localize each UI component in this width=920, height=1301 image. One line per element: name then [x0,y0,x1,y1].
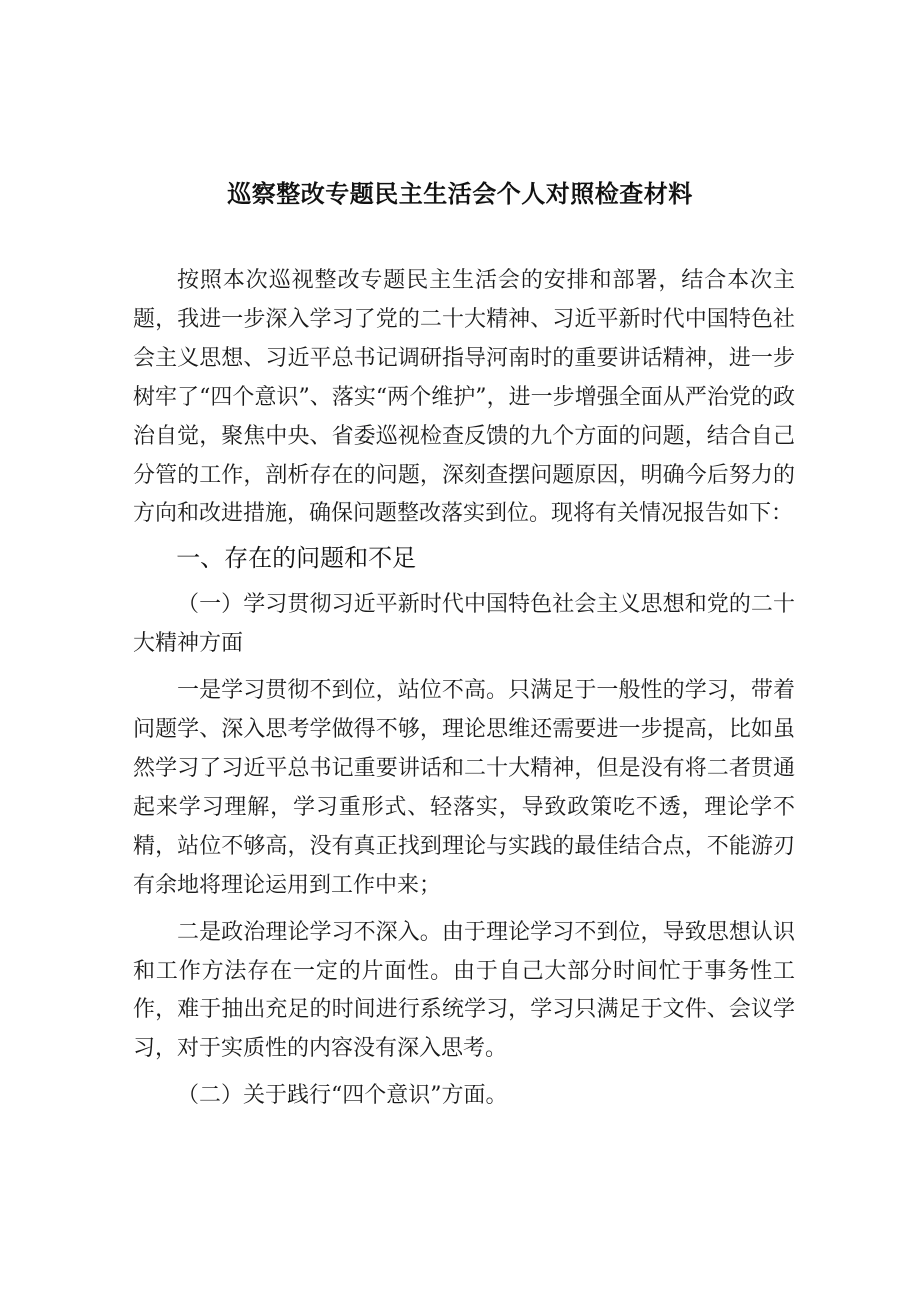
body-paragraph: 一是学习贯彻不到位，站位不高。只满足于一般性的学习，带着问题学、深入思考学做得不够，理论思维还需要进一步提高，比如虽然学习了习近平总书记重要讲话和二十大精神，但是没有将二者贯通起来学习理解，学习重形式、轻落实，导致政策吃不透，理论学不精，站位不够高，没有真正找到理论与实践的最佳结合点，不能游刃有余地将理论运用到工作中来； [133,678,795,898]
section-heading: 一、存在的问题和不足 [176,544,417,573]
intro-paragraph: 按照本次巡视整改专题民主生活会的安排和部署，结合本次主题，我进一步深入学习了党的二十大精神、习近平新时代中国特色社会主义思想、习近平总书记调研指导河南时的重要讲话精神，进一步树牢了“四个意识”、落实“两个维护”，进一步增强全面从严治党的政治自觉，聚焦中央、省委巡视检查反馈的九个方面的问题，结合自己分管的工作，剖析存在的问题，深刻查摆问题原因，明确今后努力的方向和改进措施，确保问题整改落实到位。现将有关情况报告如下： [133,268,795,527]
document-body [133,262,795,1116]
body-paragraph: 二是政治理论学习不深入。由于理论学习不到位，导致思想认识和工作方法存在一定的片面性。由于自己大部分时间忙于事务性工作，难于抽出充足的时间进行系统学习，学习只满足于文件、会议学习，对于实质性的内容没有深入思考。 [133,919,795,1062]
document-title: 巡察整改专题民主生活会个人对照检查材料 [227,180,693,208]
subsection-heading: （一）学习贯彻习近平新时代中国特色社会主义思想和党的二十大精神方面 [133,592,795,657]
subsection-heading: （二）关于践行“四个意识”方面。 [177,1083,508,1109]
